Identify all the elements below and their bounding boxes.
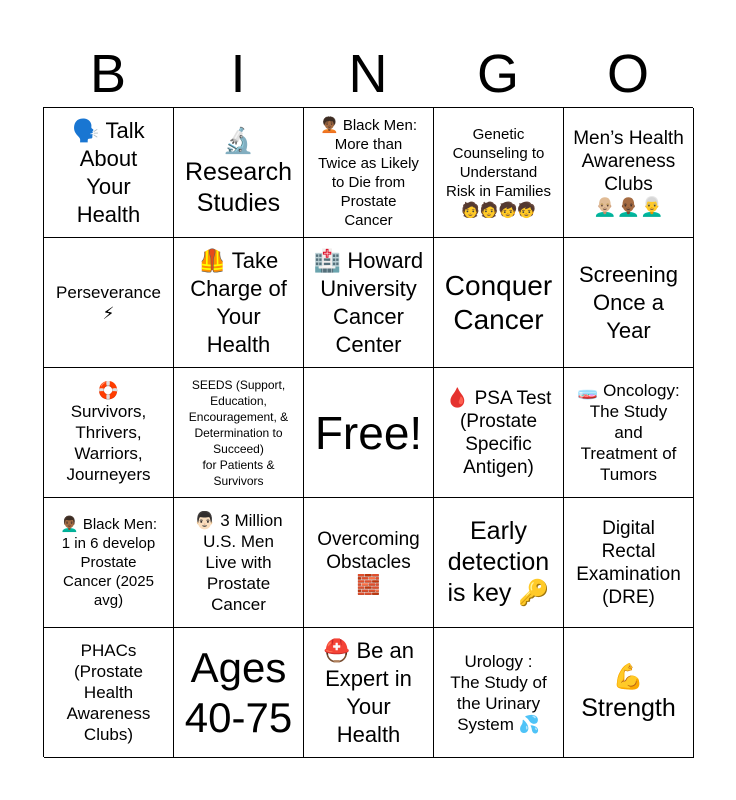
cell-text: 🦺 Take Charge of Your Health xyxy=(190,247,287,357)
cell-text: 🏥 Howard University Cancer Center xyxy=(313,247,424,357)
header-letter-o: O xyxy=(606,44,649,104)
cell-text: SEEDS (Support, Education, Encouragement, & Determination to Succeed) for Patients & Survivors xyxy=(188,377,289,488)
bingo-cell[interactable] xyxy=(174,498,304,628)
bingo-cell[interactable] xyxy=(434,108,564,238)
cell-text: 🗣️ Talk About Your Health xyxy=(72,117,145,227)
cell-text: 🔬 Research Studies xyxy=(185,127,292,217)
bingo-cell[interactable] xyxy=(564,108,694,238)
bingo-cell[interactable] xyxy=(434,498,564,628)
bingo-cell[interactable] xyxy=(44,498,174,628)
bingo-cell[interactable] xyxy=(564,368,694,498)
bingo-cell[interactable] xyxy=(304,238,434,368)
header-letter-i: I xyxy=(230,44,246,104)
cell-text: Urology : The Study of the Urinary System 💦 xyxy=(450,651,547,734)
cell-text: 🧫 Oncology: The Study and Treatment of Tumors xyxy=(577,381,680,484)
cell-text: Men’s Health Awareness Clubs 👨🏼‍🦲👨🏾‍🦲👨‍🦳 xyxy=(573,127,684,218)
bingo-cell[interactable] xyxy=(304,498,434,628)
cell-text: Screening Once a Year xyxy=(578,261,679,343)
cell-text: 🩸 PSA Test (Prostate Specific Antigen) xyxy=(445,387,552,478)
cell-text: Conquer Cancer xyxy=(444,269,553,335)
bingo-cell[interactable] xyxy=(44,628,174,758)
bingo-cell[interactable] xyxy=(174,368,304,498)
bingo-cell[interactable] xyxy=(304,628,434,758)
bingo-cell[interactable] xyxy=(564,238,694,368)
header-letter-b: B xyxy=(89,44,127,104)
bingo-cell[interactable] xyxy=(304,108,434,238)
cell-text: 💪 Strength xyxy=(581,662,676,722)
cell-text: Perseverance ⚡ xyxy=(56,282,161,323)
cell-text: Overcoming Obstacles 🧱 xyxy=(317,529,420,596)
bingo-header xyxy=(43,40,693,108)
cell-text: Ages 40-75 xyxy=(184,643,293,741)
bingo-cell[interactable] xyxy=(174,108,304,238)
cell-text: Early detection is key 🔑 xyxy=(447,517,550,607)
cell-text: ⛑️ Be an Expert in Your Health xyxy=(323,637,414,747)
bingo-cell[interactable] xyxy=(434,368,564,498)
free-space-text: Free! xyxy=(314,406,423,459)
cell-text: Digital Rectal Examination (DRE) xyxy=(576,517,681,608)
cell-text: 👨🏾‍🦱 Black Men: 1 in 6 develop Prostate Cancer (2025 avg) xyxy=(59,516,158,609)
cell-text: 🧑🏾‍🦱 Black Men: More than Twice as Likely to Die from Prostate Cancer xyxy=(318,116,419,229)
cell-text: PHACs (Prostate Health Awareness Clubs) xyxy=(66,641,151,744)
cell-text: 🛟 Survivors, Thrivers, Warriors, Journeyers xyxy=(66,381,151,484)
bingo-card-grid xyxy=(43,107,693,757)
bingo-cell[interactable] xyxy=(44,238,174,368)
bingo-cell[interactable] xyxy=(174,238,304,368)
free-space-cell[interactable] xyxy=(304,368,434,498)
header-letter-g: G xyxy=(476,44,519,104)
bingo-cell[interactable] xyxy=(564,498,694,628)
bingo-cell[interactable] xyxy=(434,238,564,368)
bingo-cell[interactable] xyxy=(44,368,174,498)
cell-text: Genetic Counseling to Understand Risk in Families 🧑🧑🧒🧒 xyxy=(445,126,551,219)
bingo-cell[interactable] xyxy=(564,628,694,758)
bingo-cell[interactable] xyxy=(44,108,174,238)
cell-text: 👨🏻 3 Million U.S. Men Live with Prostate Cancer xyxy=(194,511,283,614)
bingo-cell[interactable] xyxy=(174,628,304,758)
bingo-cell[interactable] xyxy=(434,628,564,758)
header-letter-n: N xyxy=(348,44,388,104)
